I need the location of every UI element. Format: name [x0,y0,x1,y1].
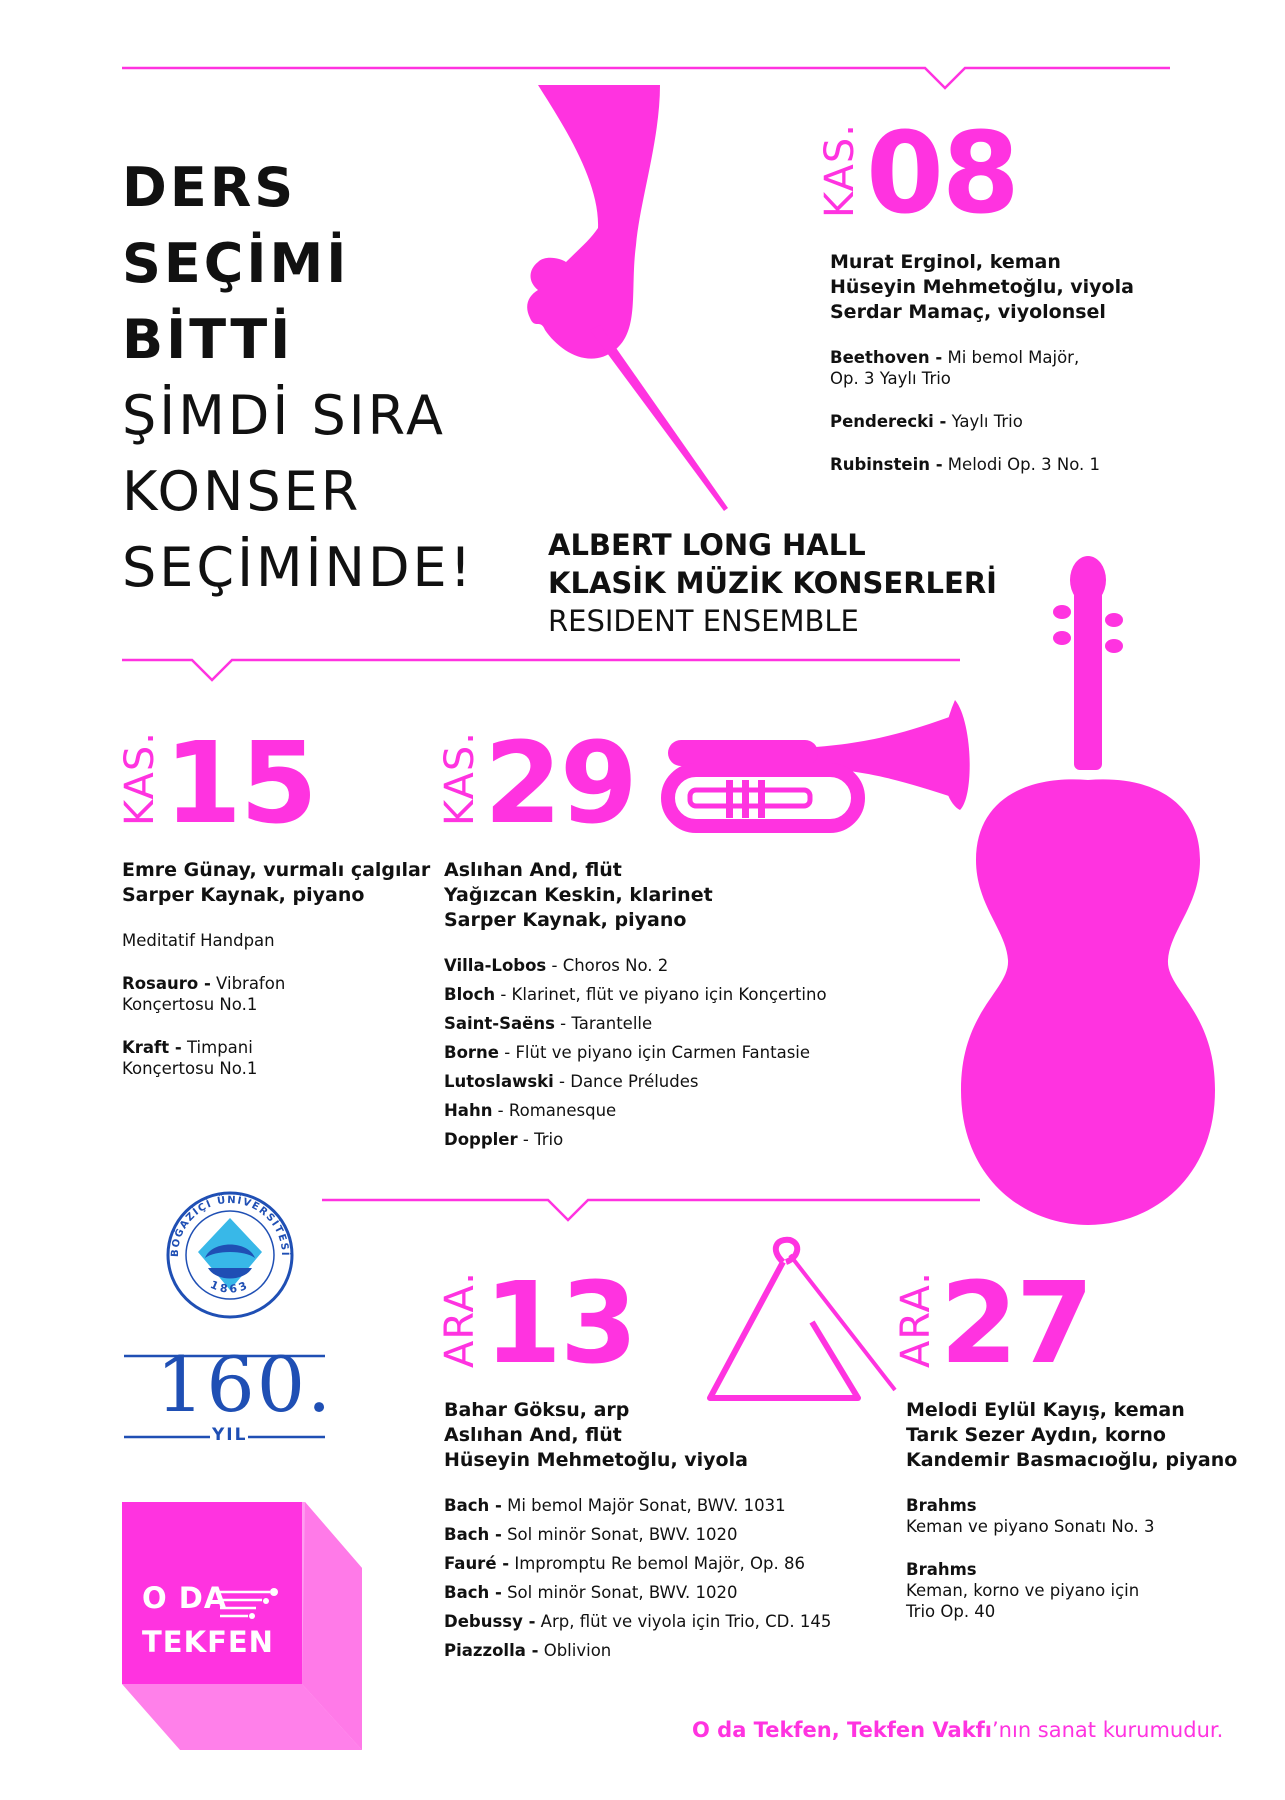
program-item: Saint-Saëns - Tarantelle [444,1014,653,1033]
program-item-cont: Konçertosu No.1 [122,995,258,1014]
headline-line-3: BİTTİ [122,308,294,371]
program-item-cont: Keman ve piyano Sonatı No. 3 [906,1517,1155,1536]
headline-line-1: DERS [122,156,297,219]
concert-details [906,1398,1237,1622]
divider-lower [322,1200,980,1220]
performer: Hüseyin Mehmetoğlu, viyola [444,1449,748,1471]
program-item-cont: Op. 3 Yaylı Trio [830,369,951,388]
program-item: Villa-Lobos - Choros No. 2 [444,956,669,975]
program-item-cont: Keman, korno ve piyano için [906,1581,1140,1600]
conductor-hand-icon [527,85,728,511]
program-item: Bach - Mi bemol Majör Sonat, BWV. 1031 [444,1496,786,1515]
oda-line-2: TEKFEN [142,1625,274,1659]
university-name: BOĞAZİÇİ ÜNİVERSİTESİ [169,1194,291,1258]
triangle-icon [710,1240,895,1398]
headline-line-2: SEÇİMİ [122,232,350,295]
performer: Tarık Sezer Aydın, korno [906,1424,1166,1446]
program-item: Rosauro - Vibrafon [122,974,286,993]
performer: Bahar Göksu, arp [444,1399,630,1421]
performer: Murat Erginol, keman [830,251,1061,273]
program-item: Penderecki - Yaylı Trio [830,412,1023,431]
headline-line-5: KONSER [122,460,362,523]
concert-day: 29 [484,719,636,849]
program-item: Lutoslawski - Dance Préludes [444,1072,699,1091]
concert-day: 15 [164,719,316,849]
oda-tekfen-text [142,1576,274,1664]
concert-month: KAS. [817,123,863,218]
concert-day: 08 [866,109,1018,239]
tagline: O da Tekfen, Tekfen Vakfı’nın sanat kurumudur. [692,1718,1224,1742]
program-item: Brahms [906,1496,977,1515]
program-item: Borne - Flüt ve piyano için Carmen Fantasie [444,1043,811,1062]
program-item: Beethoven - Mi bemol Majör, [830,348,1080,367]
headline [122,150,474,606]
concert-month: ARA. [893,1271,939,1368]
program-item-cont: Trio Op. 40 [906,1602,996,1621]
venue-block [548,526,997,640]
concert-details [122,858,430,1079]
performer: Sarper Kaynak, piyano [122,884,365,906]
performer: Emre Günay, vurmalı çalgılar [122,859,431,881]
program-item: Brahms [906,1560,977,1579]
concert-day: 13 [484,1259,636,1389]
anniversary-label: YIL [212,1425,248,1445]
university-year: 1863 [208,1278,252,1296]
divider-middle [122,660,960,680]
program-item: Fauré - Impromptu Re bemol Majör, Op. 86 [444,1554,805,1573]
performer: Melodi Eylül Kayış, keman [906,1399,1185,1421]
performer: Aslıhan And, flüt [444,1424,622,1446]
performer: Yağızcan Keskin, klarinet [444,884,713,906]
program-item: Rubinstein - Melodi Op. 3 No. 1 [830,455,1101,474]
svg-text:BOĞAZİÇİ ÜNİVERSİTESİ [170,1192,293,1257]
concert-day: 27 [940,1259,1092,1389]
performer: Kandemir Basmacıoğlu, piyano [906,1449,1238,1471]
program-item: Bach - Sol minör Sonat, BWV. 1020 [444,1525,738,1544]
violin-icon [961,556,1215,1225]
program-item: Piazzolla - Oblivion [444,1641,612,1660]
svg-text:1863 [208,1278,251,1296]
concert-note: Meditatif Handpan [122,931,275,950]
program-item: Bloch - Klarinet, flüt ve piyano için Konçertino [444,985,827,1004]
university-seal-text [160,1185,300,1325]
performer: Hüseyin Mehmetoğlu, viyola [830,276,1134,298]
program-item: Kraft - Timpani [122,1038,253,1057]
concert-month: KAS. [437,731,483,826]
performer: Sarper Kaynak, piyano [444,909,687,931]
venue-line-1: ALBERT LONG HALL [548,528,866,562]
performer: Aslıhan And, flüt [444,859,622,881]
program-item: Bach - Sol minör Sonat, BWV. 1020 [444,1583,738,1602]
concert-details [444,858,827,1150]
performer: Serdar Mamaç, viyolonsel [830,301,1106,323]
trumpet-icon [668,700,970,826]
concert-month: KAS. [117,731,163,826]
concert-details [830,250,1134,475]
concert-details [444,1398,831,1661]
program-item: Debussy - Arp, flüt ve viyola için Trio, CD. 145 [444,1612,832,1631]
oda-line-1: O DA [142,1581,228,1615]
venue-line-3: RESIDENT ENSEMBLE [548,604,859,638]
venue-line-2: KLASİK MÜZİK KONSERLERİ [548,566,997,600]
concert-month: ARA. [437,1271,483,1368]
anniversary-number: 160. [156,1340,334,1429]
program-item: Hahn - Romanesque [444,1101,617,1120]
headline-line-6: SEÇİMİNDE! [122,536,475,599]
program-item-cont: Konçertosu No.1 [122,1059,258,1078]
program-item: Doppler - Trio [444,1130,564,1149]
headline-line-4: ŞİMDİ SIRA [122,384,446,447]
